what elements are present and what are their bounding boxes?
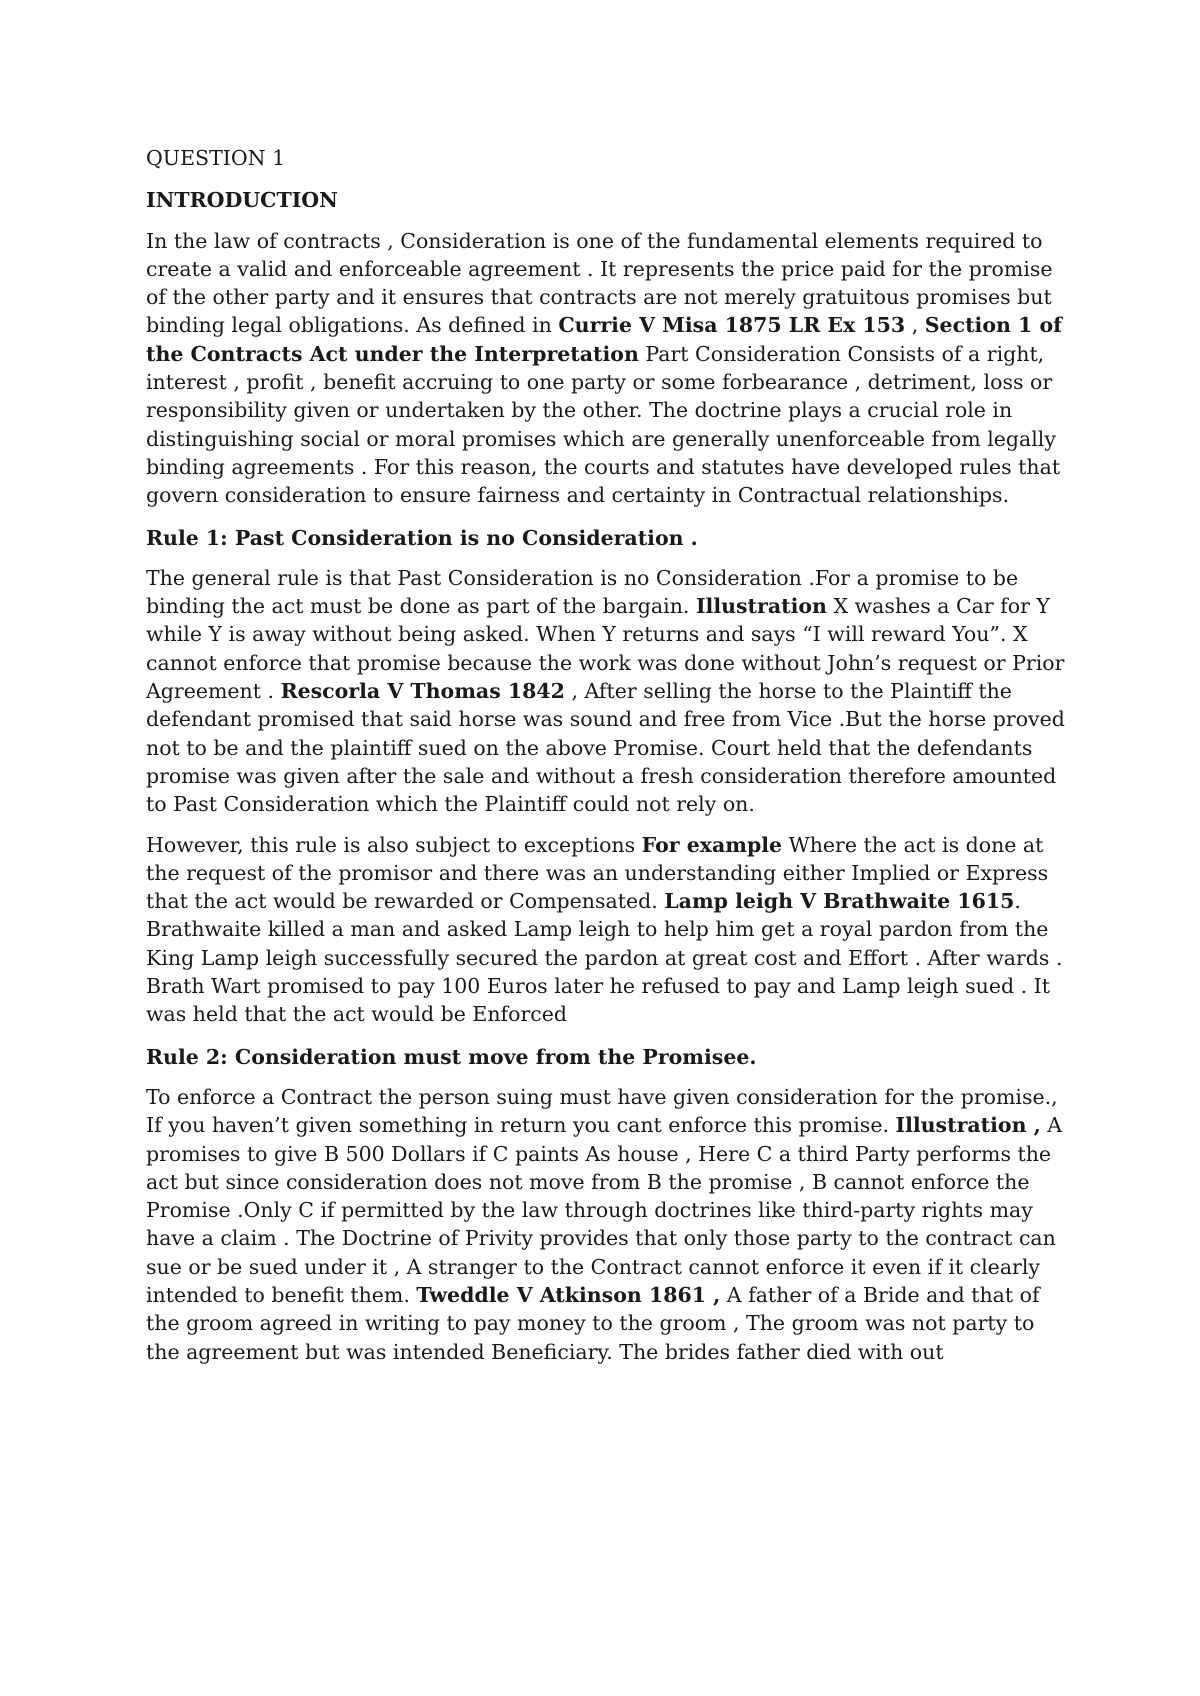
rule-2-heading: Rule 2: Consideration must move from the Promisee. [146,1044,757,1069]
case-citation: Tweddle V Atkinson 1861 , [416,1282,721,1307]
introduction-paragraph [146,227,1070,510]
rule-2-paragraph [146,1083,1070,1366]
intro-text: , [905,313,925,338]
illustration-label: Illustration , [895,1113,1041,1138]
body-text: A father of a Bride and that of the groom agreed in writing to pay money to the groom , The groom was not party to the agreement but was intended Beneficiary. The brides father died with out [146,1282,1040,1364]
body-text: A promises to give B 500 Dollars if C paints As house , Here C a third Party performs the act but since consideration does not move from B the promise , B cannot enforce the Promise .Only C if permitted by the law through doctrines like third-party rights may have a claim . The Doctrine of Privity provides that only those party to the contract can sue or be sued under it , A stranger to the Contract cannot enforce it even if it clearly intended to benefit them. [146,1113,1063,1307]
body-text: . Brathwaite killed a man and asked Lamp leigh to help him get a royal pardon from the King Lamp leigh successfully secured the pardon at great cost and Effort . After wards . Brath Wart promised to pay 100 Euros later he refused to pay and Lamp leigh sued . It was held that the act would be Enforced [146,889,1063,1027]
case-citation: Rescorla V Thomas 1842 [280,679,565,704]
rule-1-exception-paragraph [146,831,1070,1029]
example-label: For example [641,832,783,857]
body-text: The general rule is that Past Consideration is no Consideration .For a promise to be binding the act must be done as part of the bargain. [146,565,1019,619]
intro-text: In the law of contracts , Consideration is one of the fundamental elements required to create a valid and enforceable agreement . It represents the price paid for the promise of the other party and it ensures that contracts are not merely gratuitous promises but binding legal obligations. As defined in [146,228,1053,338]
case-citation: Currie V Misa 1875 LR Ex 153 [558,313,906,338]
introduction-heading: INTRODUCTION [146,188,338,213]
rule-1-paragraph [146,564,1070,819]
body-text: However, this rule is also subject to exceptions [146,832,642,857]
illustration-label: Illustration [695,594,827,619]
intro-text: Part Consideration Consists of a right, interest , profit , benefit accruing to one party or some forbearance , detriment, loss or responsibility given or undertaken by the other. The doctrine plays a crucial role in distinguishing social or moral promises which are generally unenforceable from legally binding agreements . For this reason, the courts and statutes have developed rules that govern consideration to ensure fairness and certainty in Contractual relationships. [146,341,1061,508]
document-page [146,144,1070,1366]
question-label: QUESTION 1 [146,146,286,170]
statute-citation: Section 1 of the Contracts Act under the Interpretation [146,313,1062,366]
body-text: To enforce a Contract the person suing must have given consideration for the promise., If you haven’t given something in return you cant enforce this promise. [146,1084,1058,1138]
body-text: Where the act is done at the request of the promisor and there was an understanding either Implied or Express that the act would be rewarded or Compensated. [146,832,1049,914]
body-text: X washes a Car for Y while Y is away without being asked. When Y returns and says “I will reward You”. X cannot enforce that promise because the work was done without John’s request or Prior Agreement . [146,594,1065,704]
case-citation: Lamp leigh V Brathwaite 1615 [664,889,1015,914]
body-text: , After selling the horse to the Plaintiff the defendant promised that said horse was sound and free from Vice .But the horse proved not to be and the plaintiff sued on the above Promise. Court held that the defendants promise was given after the sale and without a fresh consideration therefore amounted to Past Consideration which the Plaintiff could not rely on. [146,679,1065,817]
rule-1-heading: Rule 1: Past Consideration is no Consideration . [146,525,698,550]
